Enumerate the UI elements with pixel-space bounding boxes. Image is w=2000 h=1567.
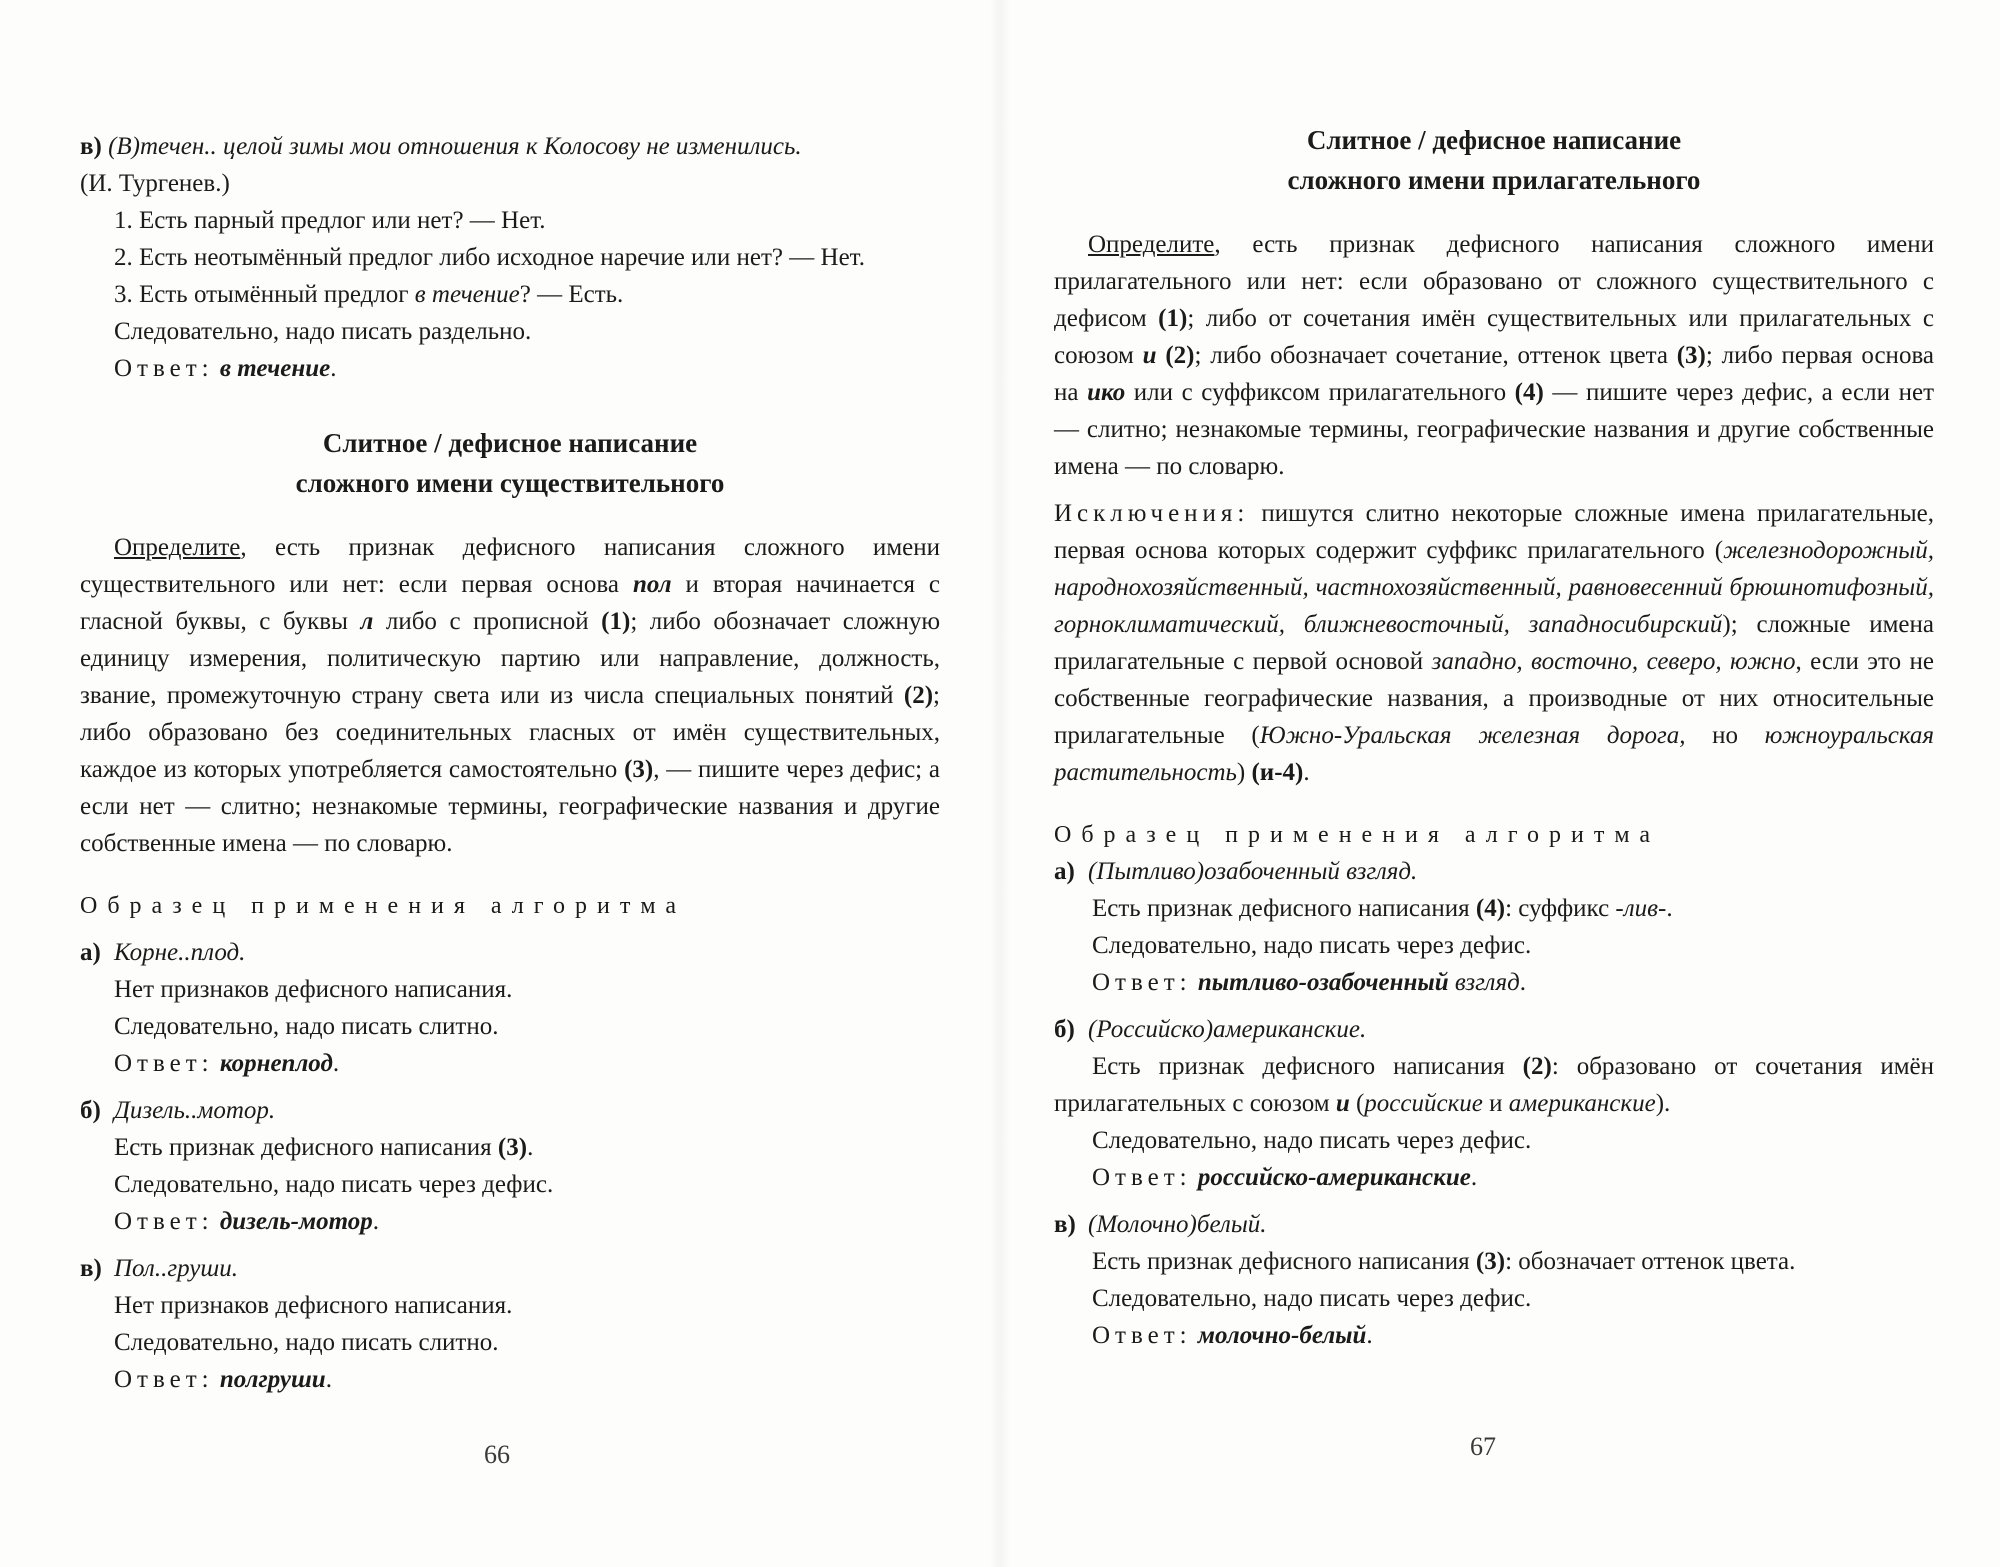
example-v-word: в) Пол..груши. xyxy=(80,1255,238,1282)
section-heading-line-1: Слитное / дефисное написание xyxy=(322,428,698,458)
section-heading-line-1: Слитное / дефисное написание xyxy=(1306,125,1682,155)
example-a-line-1: Нет признаков дефисного написания. xyxy=(114,976,513,1003)
right-page xyxy=(1000,0,2000,1567)
rule-paragraph: Определите, есть признак дефисного написания сложного имени существительного или нет: если первая основа пол и вторая начинается с гласной буквы, с буквы л либо с прописной (1); либо обозначает сложную единицу измерения, политическую партию или направление, должность, звание, промежуточную страну света или из числа специальных понятий (2); либо образовано без соединительных гласных от имён существительных, каждое из которых употребляется самостоятельно (3), — пишите через дефис; а если нет — слитно; незнакомые термины, географические названия и другие собственные имена — по словарю. xyxy=(80,534,941,857)
example-v-answer: Ответ: полгруши. xyxy=(114,1366,332,1393)
example-b-line-2: Следовательно, надо писать через дефис. xyxy=(1092,1127,1532,1154)
example-b-word: б) Дизель..мотор. xyxy=(80,1097,276,1124)
example-b-answer: Ответ: дизель-мотор. xyxy=(114,1208,379,1235)
example-v-word: в) (Молочно)белый. xyxy=(1054,1211,1267,1238)
section-heading-line-2: сложного имени существительного xyxy=(295,468,725,498)
example-a-word: а) (Пытливо)озабоченный взгляд. xyxy=(1054,858,1418,885)
example-a-answer: Ответ: пытливо-озабоченный взгляд. xyxy=(1092,969,1526,996)
answer-line: Ответ: в течение. xyxy=(114,355,337,382)
example-a-line-1: Есть признак дефисного написания (4): суффикс -лив-. xyxy=(1092,895,1673,922)
page-number-right: 67 xyxy=(1470,1432,1496,1461)
example-b-line-1: Есть признак дефисного написания (3). xyxy=(114,1134,534,1161)
example-b-word: б) (Российско)американские. xyxy=(1054,1016,1367,1043)
example-b-line-2: Следовательно, надо писать через дефис. xyxy=(114,1171,554,1198)
exceptions-paragraph: Исключения: пишутся слитно некоторые сложные имена прилагательные, первая основа которых содержит суффикс прилагательного (железнодорожный, народнохозяйственный, частнохозяйственный, равновесенний брюшнотифозный, горноклиматический, ближневосточный, западносибирский); сложные имена прилагательные с первой основой западно, восточно, северо, южно, если это не собственные географические названия, а производные от них относительные прилагательные (Южно-Уральская железная дорога, но южноуральская растительность) (и-4). xyxy=(1054,500,1935,786)
page-number-left: 66 xyxy=(484,1440,510,1469)
example-v-line-1: Есть признак дефисного написания (3): обозначает оттенок цвета. xyxy=(1092,1248,1796,1275)
section-heading-line-2: сложного имени прилагательного xyxy=(1287,165,1701,195)
example-v-answer: Ответ: молочно-белый. xyxy=(1092,1322,1373,1349)
example-v-line-2: Следовательно, надо писать слитно. xyxy=(114,1329,499,1356)
question-2: 2. Есть неотымённый предлог либо исходное наречие или нет? — Нет. xyxy=(114,244,865,271)
sample-heading: Образец применения алгоритма xyxy=(1054,822,1661,848)
question-3: 3. Есть отымённый предлог в течение? — Есть. xyxy=(114,281,624,308)
example-b-answer: Ответ: российско-американские. xyxy=(1092,1164,1478,1191)
sample-heading: Образец применения алгоритма xyxy=(80,893,687,919)
example-a-answer: Ответ: корнеплод. xyxy=(114,1050,340,1077)
rule-paragraph: Определите, есть признак дефисного написания сложного имени прилагательного или нет: если образовано от сложного существительного с дефисом (1); либо от сочетания имён существительных или прилагательных с союзом и (2); либо обозначает сочетание, оттенок цвета (3); либо первая основа на ико или с суффиксом прилагательного (4) — пишите через дефис, а если нет — слитно; незнакомые термины, географические названия и другие собственные имена — по словарю. xyxy=(1054,231,1935,480)
example-v-line-1: Нет признаков дефисного написания. xyxy=(114,1292,513,1319)
example-v-sentence: в) (В)течен.. целой зимы мои отношения к Колосову не изменились. xyxy=(80,133,802,160)
example-a-line-2: Следовательно, надо писать через дефис. xyxy=(1092,932,1532,959)
quote-author: (И. Тургенев.) xyxy=(80,170,230,197)
left-page-content xyxy=(80,128,940,1398)
right-page-content xyxy=(1054,120,1934,1354)
example-a-word: а) Корне..плод. xyxy=(80,939,246,966)
example-v-line-2: Следовательно, надо писать через дефис. xyxy=(1092,1285,1532,1312)
question-1: 1. Есть парный предлог или нет? — Нет. xyxy=(114,207,546,234)
example-b-line-1: Есть признак дефисного написания (2): образовано от сочетания имён прилагательных с союзом и (российские и американские). xyxy=(1054,1053,1934,1117)
example-a-line-2: Следовательно, надо писать слитно. xyxy=(114,1013,499,1040)
conclusion: Следовательно, надо писать раздельно. xyxy=(114,318,532,345)
